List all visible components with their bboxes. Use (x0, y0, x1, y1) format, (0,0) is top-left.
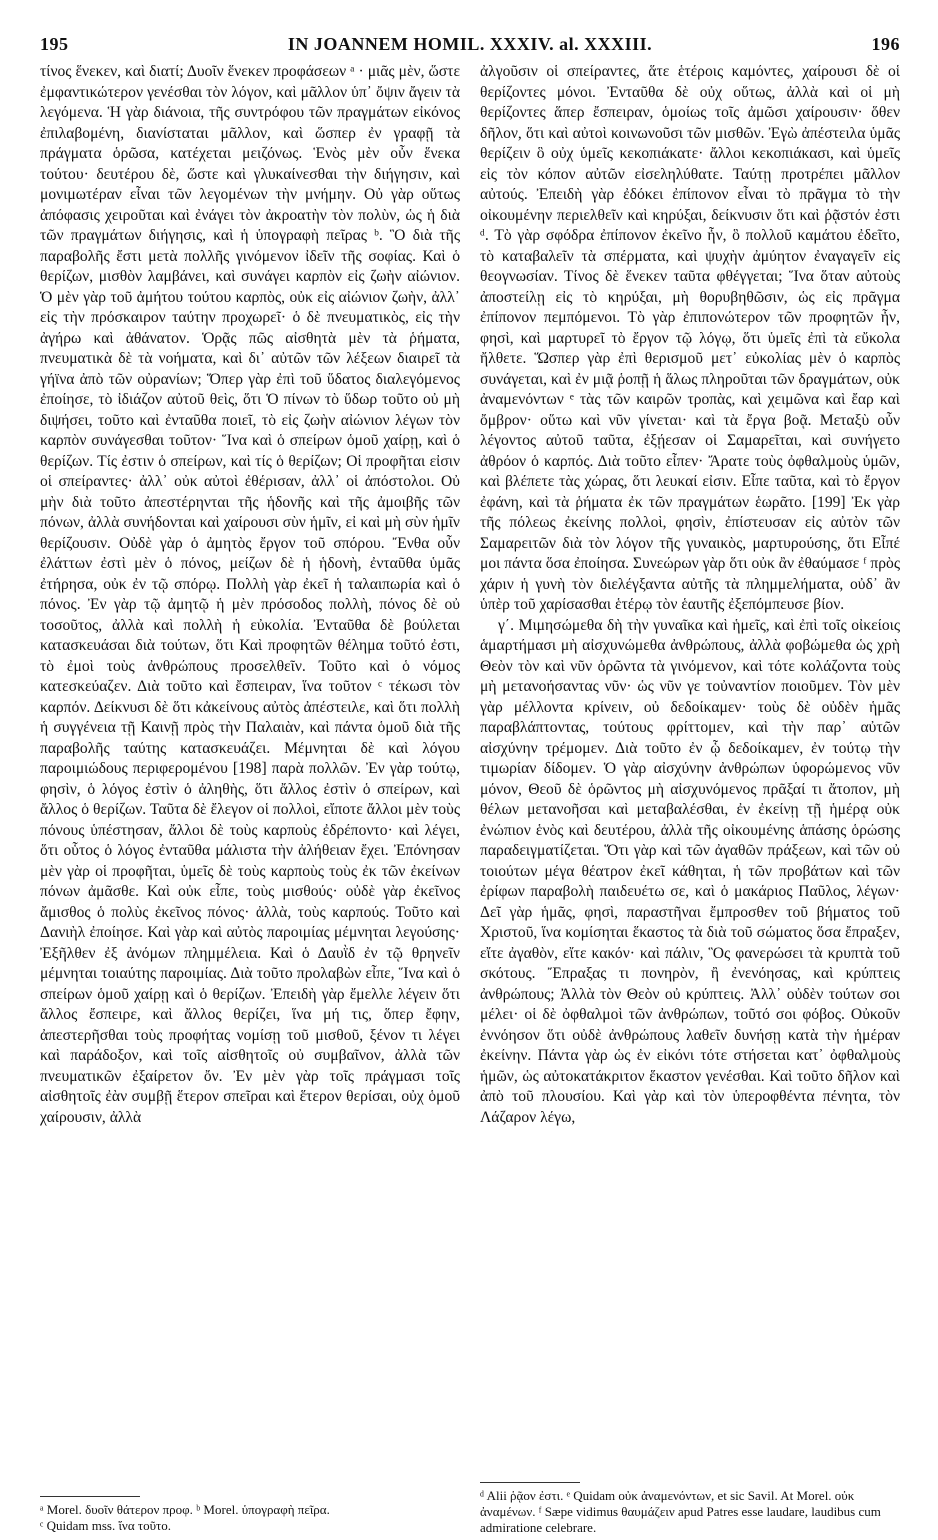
right-column (480, 62, 900, 1128)
footnotes-right (480, 1488, 900, 1536)
footnote-rule-left (40, 1496, 140, 1497)
footnote-rule-right (480, 1482, 580, 1483)
footnote-left-1: ᵃ Morel. δυοῖν θάτερον προφ. ᵇ Morel. ὑπογραφὴ πεῖρα. (40, 1502, 330, 1517)
right-column-text-2: γ΄. Μιμησώμεθα δὴ τὴν γυναῖκα καὶ ἡμεῖς, καὶ ἐπὶ τοῖς οἰκείοις ἁμαρτήμασι μὴ αἰσχυνώμεθα ἀνθρώπους, ἀλλὰ φοβώμεθα ὡς χρὴ Θεὸν τὸν καὶ νῦν ὁρῶντα τὰ γινόμενον, καὶ τότε κολάζοντα τοὺς μὴ μετανοήσαντας νῦν· ὡς νῦν γε τοὐναντίον ποιοῦμεν. Τὸν μὲν γὰρ μέλλοντα κρίνειν, οὐ δεδοίκαμεν· τοὺς δὲ οὐδὲν ἡμᾶς παραβλάπτοντας, τούτους φρίττομεν, καὶ τὴν παρ᾽ αὐτῶν αἰσχύνην τρέμομεν. Διὰ τοῦτο ἐν ᾧ δεδοίκαμεν, ἐν τούτῳ τὴν τιμωρίαν δίδομεν. Ὁ γὰρ αἰσχύνην ἀνθρώπων ὑφορώμενος νῦν μόνον, Θεοῦ δὲ ὁρῶντος μὴ αἰσχυνόμενος πρᾶξαί τι ἄτοπον, μὴ θέλων μετανοῆσαι καὶ μεταβαλέσθαι, ἐν ἐκείνῃ τῇ ἡμέρᾳ οὐκ ἐνώπιον ἑνὸς καὶ δευτέρου, ἀλλὰ τῆς οἰκουμένης ἁπάσης ὁρώσης παραδειγματίζεται. Ὅτι γὰρ καὶ τῶν ἀγαθῶν πράξεων, καὶ τῶν οὐ τοιούτων μέγα θέατρον ἐκεῖ κάθηται, ἡ τῶν προβάτων καὶ τῶν ἐρίφων παραβολὴ παιδευέτω σε, καὶ ὁ μακάριος Παῦλος, λέγων· Δεῖ γὰρ ἡμᾶς, φησὶ, παραστῆναι ἔμπροσθεν τοῦ βήματος τοῦ Χριστοῦ, ἵνα κομίσηται ἕκαστος τὰ διὰ τοῦ σώματος ὅσα ἔπραξεν, εἴτε ἀγαθὸν, εἴτε κακόν· καὶ πάλιν, Ὃς φανερώσει τὰ κρυπτὰ τοῦ σκότους. Ἔπραξας τι πονηρὸν, ἢ ἐνενόησας, καὶ κρύπτεις ἀνθρώπους; Ἀλλὰ τὸν Θεὸν οὐ κρύπτεις. Ἀλλ᾽ οὐδὲν τούτων σοι μέλει· οἱ δὲ ὀφθαλμοὶ τῶν ἀνθρώπων, τοῦτό σοι φόβος. Οὐκοῦν ἐννόησον ὅτι οὐδὲ ἀνθρώπους λαθεῖν δυνήσῃ κατὰ τὴν ἡμέραν ἐκείνην. Πάντα γὰρ ὡς ἐν εἰκόνι τότε στήσεται κατ᾽ ὀφθαλμοὺς ἡμῶν, ὡς αὐτοκατάκριτον ἕκαστον γενέσθαι. Καὶ τοῦτο δῆλον καὶ ἀπὸ τοῦ πλουσίου. Καὶ γὰρ καὶ τὸν ὑπεροφθέντα πένητα, τὸν Λάζαρον λέγω, (480, 616, 900, 1126)
footnote-left-2: ᶜ Quidam mss. ἵνα τοῦτο. (40, 1518, 172, 1533)
footnote-right-1: ᵈ Alii ῥᾷον ἐστι. ᵉ Quidam οὐκ ἀναμενόντων, et sic Savil. At Morel. οὐκ ἀναμένων. ᶠ Sæpe vidimus θαυμάζειν apud Patres esse laudare, laudibus cum admiratione celebrare. (480, 1488, 881, 1535)
running-title: IN JOANNEM HOMIL. XXXIV. al. XXXIII. (287, 34, 653, 54)
page-number-left: 195 (40, 34, 69, 54)
left-column-text: τίνος ἕνεκεν, καὶ διατί; Δυοῖν ἕνεκεν προφάσεων ᵃ · μιᾶς μὲν, ὥστε ἐμφαντικώτερον γενέσθαι τὸν λόγον, καὶ μᾶλλον ὑπ᾽ ὄψιν ἄγειν τὰ λεγόμενα. Ἡ γὰρ διάνοια, τῆς συντρόφου τῶν πραγμάτων εἰκόνος ἐπιλαβομένη, διανίσταται μᾶλλον, καὶ ὥσπερ ἐν γραφῇ τὰ πράγματα ὁρῶσα, κατέχεται μειζόνως. Ἑνὸς μὲν οὖν ἕνεκα τούτου· δευτέρου δὲ, ὥστε καὶ γλυκαίνεσθαι τὴν διήγησιν, καὶ μονιμωτέραν εἶναι τῶν λεγομένων τὴν μνήμην. Οὐ γὰρ οὕτως ἀπόφασις χειροῦται καὶ ἐνάγει τὸν ἀκροατὴν τὸν πολὺν, ὡς ἡ διὰ τῶν πραγμάτων διήγησις, καὶ ἡ ὑπογραφὴ πεῖρας ᵇ. Ὃ διὰ τῆς παραβολῆς ἔστι μετὰ πολλῆς γινόμενον ἰδεῖν τῆς σοφίας. Καὶ ὁ θερίζων, μισθὸν λαμβάνει, καὶ συνάγει καρπὸν εἰς ζωὴν αἰώνιον. Ὁ μὲν γὰρ τοῦ ἀμήτου τούτου καρπὸς, οὐκ εἰς αἰώνιον ζωὴν, ἀλλ᾽ εἰς τὴν πρόσκαιρον ταύτην προχωρεῖ· ὁ δὲ πνευματικὸς, εἰς τὴν ἀγήρω καὶ ἀθάνατον. Ὁρᾷς πῶς αἰσθητὰ μὲν τὰ ῥήματα, πνευματικὰ δὲ τὰ νοήματα, καὶ δι᾽ αὐτῶν τῶν λέξεων διαιρεῖ τὰ γήϊνα ἀπὸ τῶν οὐρανίων; Ὅπερ γὰρ ἐπὶ τοῦ ὕδατος διαλεγόμενος ἐποίησε, τὸ ἰδιάζον αὐτοῦ θεὶς, ὅτι Ὁ πίνων τὸ ὕδωρ τοῦτο οὐ μὴ διψήσει, τοῦτο καὶ ἐνταῦθα ποιεῖ, τὸ εἰς ζωὴν αἰώνιον λέγων τὸν καρπὸν συνάγεσθαι τοῦτον· Ἵνα καὶ ὁ σπείρων ὁμοῦ χαίρῃ, καὶ ὁ θερίζων. Τίς ἐστιν ὁ σπείρων, καὶ τίς ὁ θερίζων; Οἱ προφῆται εἰσιν οἱ σπείραντες· ἀλλ᾽ οὐκ αὐτοὶ ἐθέρισαν, ἀλλ᾽ οἱ ἀπόστολοι. Οὐ μὴν διὰ τοῦτο ἀπεστέρηνται τῆς ἡδονῆς καὶ τῆς ἀμοιβῆς τῶν πόνων, ἀλλὰ συνήδονται καὶ χαίρουσι σὺν ἡμῖν, εἰ καὶ μὴ σὺν ἡμῖν θερίζουσιν. Οὐδὲ γὰρ ὁ ἀμητὸς ἔργον τοῦ σπόρου. Ἔνθα οὖν ἐλάττων ἐστὶ μὲν ὁ πόνος, μείζων δὲ ἡ ἡδονὴ, ἐνταῦθα ὑμᾶς ἐτήρησα, οὐκ ἐν τῷ σπόρῳ. Πολλὴ γὰρ ἐκεῖ ἡ ταλαιπωρία καὶ ὁ πόνος. Ἐν γὰρ τῷ ἀμητῷ ἡ μὲν πρόσοδος πολλὴ, πόνος δὲ οὐ τοσοῦτος, ἀλλὰ καὶ πολλὴ ἡ εὐκολία. Ἐνταῦθα δὲ βούλεται κατασκευάσαι διὰ τούτων, ὅτι Καὶ προφητῶν θέλημα τοῦτό ἐστι, τὸ ἐμοὶ τοὺς ἀνθρώπους προσελθεῖν. Τοῦτο καὶ ὁ νόμος κατεσκεύαζεν. Διὰ τοῦτο καὶ ἔσπειραν, ἵνα τοῦτον ᶜ τέκωσι τὸν καρπόν. Δείκνυσι δὲ ὅτι κἀκείνους αὐτὸς ἀπέστειλε, καὶ ὅτι πολλὴ ἡ συγγένεια τῇ Καινῇ πρὸς τὴν Παλαιὰν, καὶ πάντα ὁμοῦ διὰ τῆς παραβολῆς ταύτης κατασκευάζει. Μέμνηται δὲ καὶ λόγου παροιμιώδους περιφερομένου [198] παρὰ πολλῶν. Ἐν γὰρ τούτῳ, φησὶν, ὁ λόγος ἐστὶν ὁ ἀληθὴς, ὅτι ἄλλος ἐστὶν ὁ σπείρων, καὶ ἄλλος ὁ θερίζων. Ταῦτα δὲ ἔλεγον οἱ πολλοὶ, εἴποτε ἄλλοι μὲν τοὺς πόνους ὑπέστησαν, ἄλλοι δὲ τοὺς καρποὺς ἐδρέποντο· καὶ λέγει, ὅτι οὗτος ὁ λόγος ἐνταῦθα μάλιστα τὴν ἀλήθειαν ἔχει. Ἐπόνησαν μὲν γὰρ οἱ προφῆται, ὑμεῖς δὲ τοὺς καρποὺς τοὺς ἐκ τῶν ἐκείνων πόνων ἀμᾶσθε. Καὶ οὐκ εἶπε, τοὺς μισθούς· οὐδὲ γὰρ ἐκεῖνος ἄμισθος ὁ πολὺς ἐκεῖνος πόνος· ἀλλὰ, τοὺς καρπούς. Τοῦτο καὶ Δανιὴλ ἐποίησε. Καὶ γὰρ καὶ αὐτὸς παροιμίας μέμνηται λεγούσης· Ἐξῆλθεν ἐξ ἀνόμων πλημμέλεια. Καὶ ὁ Δαυῒδ ἐν τῷ θρηνεῖν μέμνηται τοιαύτης παροιμίας. Διὰ τοῦτο προλαβὼν εἶπε, Ἵνα καὶ ὁ σπείρων ὁμοῦ χαίρῃ καὶ ὁ θερίζων. Ἐπειδὴ γὰρ ἔμελλε λέγειν ὅτι ἄλλος ἔσπειρε, καὶ ἄλλος θερίζει, ἵνα μή τις, ὅπερ ἔφην, ἀπεστερῆσθαι τοὺς προφήτας νομίσῃ τοῦ μισθοῦ, ξένον τι λέγει καὶ παράδοξον, καὶ τοῖς αἰσθητοῖς οὐ συμβαῖνον, ἀλλὰ τῶν πνευματικῶν ἐξαίρετον ὄν. Ἐν μὲν γὰρ τοῖς πράγμασι τοῖς αἰσθητοῖς ἐὰν συμβῇ ἕτερον σπεῖραι καὶ ἕτερον θερίσαι, οὐχ ὁμοῦ χαίρουσιν, ἀλλὰ (40, 63, 460, 1126)
page-number-right: 196 (871, 34, 900, 54)
right-column-text-1: ἀλγοῦσιν οἱ σπείραντες, ἅτε ἑτέροις καμόντες, χαίρουσι δὲ οἱ θερίζοντες μόνοι. Ἐνταῦθα δὲ οὐχ οὕτως, ἀλλὰ καὶ οἱ μὴ θερίζοντες ἅπερ ἔσπειραν, ὁμοίως τοῖς ἀμῶσι χαίρουσιν· ὅθεν δῆλον, ὅτι καὶ αὐτοὶ κοινωνοῦσι τῶν μισθῶν. Ἐγὼ ἀπέστειλα ὑμᾶς θερίζειν ὃ οὐχ ὑμεῖς κεκοπιάκατε· ἄλλοι κεκοπιάκασι, καὶ ὑμεῖς εἰς τὸν κόπον αὐτῶν εἰσεληλύθατε. Ταύτῃ προτρέπει μᾶλλον αὐτούς. Ἐπειδὴ γὰρ ἐδόκει ἐπίπονον εἶναι τὸ πρᾶγμα τὸ τὴν οἰκουμένην περιελθεῖν καὶ κηρύξαι, δείκνυσιν ὅτι καὶ ῥᾷστόν ἐστι ᵈ. Τὸ γὰρ σφόδρα ἐπίπονον ἐκεῖνο ἦν, ὃ πολλοῦ καμάτου ἐδεῖτο, τὸ καταβαλεῖν τὰ σπέρματα, καὶ ψυχὴν ἀμύητον ἐναγαγεῖν εἰς θεογνωσίαν. Τίνος δὲ ἕνεκεν ταῦτα φθέγγεται; Ἵνα ὅταν αὐτοὺς ἀποστείλῃ εἰς τὸ κηρύξαι, μὴ θορυβηθῶσιν, ὡς εἰς πρᾶγμα ἐπίπονον πεμπόμενοι. Τὸ γὰρ ἐπιπονώτερον τῶν προφητῶν ἦν, φησὶ, καὶ μαρτυρεῖ τὸ ἔργον τῷ λόγῳ, ὅτι ὑμεῖς ἐπὶ τὰ εὔκολα ἤλθετε. Ὥσπερ γὰρ ἐπὶ θερισμοῦ μετ᾽ εὐκολίας μὲν ὁ καρπὸς συνάγεται, καὶ ἐν μιᾷ ῥοπῇ ἡ ἅλως πληροῦται τῶν δραγμάτων, οὐκ ἀναμενόντων ᵉ τὰς τῶν καιρῶν τροπὰς, καὶ χειμῶνα καὶ ἔαρ καὶ ὄμβρον· οὕτω καὶ νῦν γίνεται· καὶ τὰ ἔργα βοᾷ. Μεταξὺ οὖν λέγοντος αὐτοῦ ταῦτα, ἐξῄεσαν οἱ Σαμαρεῖται, καὶ συνήγετο ἀθρόον ὁ καρπός. Διὰ τοῦτο εἶπεν· Ἄρατε τοὺς ὀφθαλμοὺς ὑμῶν, καὶ βλέπετε τὰς χώρας, ὅτι λευκαί εἰσιν. Εἶπε ταῦτα, καὶ τὸ ἔργον ἐφάνη, καὶ τὰ ῥήματα ἐκ τῶν πραγμάτων ἑωρᾶτο. [199] Ἐκ γὰρ τῆς πόλεως ἐκείνης πολλοὶ, φησὶν, ἐπίστευσαν εἰς αὐτὸν τῶν Σαμαρειτῶν διὰ τὸν λόγον τῆς γυναικὸς, μαρτυρούσης, ὅτι Εἶπέ μοι πάντα ὅσα ἐποίησα. Συνεώρων γὰρ ὅτι οὐκ ἂν ἐθαύμασε ᶠ πρὸς χάριν ἡ γυνὴ τὸν διελέγξαντα αὐτῆς τὰ πλημμελήματα, οὐδ᾽ ἂν ὑπὲρ τοῦ χαρίσασθαι ἑτέρῳ τὸν ἑαυτῆς ἐξεπόμπευσε βίον. (480, 63, 900, 613)
left-column (40, 62, 460, 1128)
running-header (40, 34, 900, 56)
footnotes-left (40, 1502, 460, 1534)
